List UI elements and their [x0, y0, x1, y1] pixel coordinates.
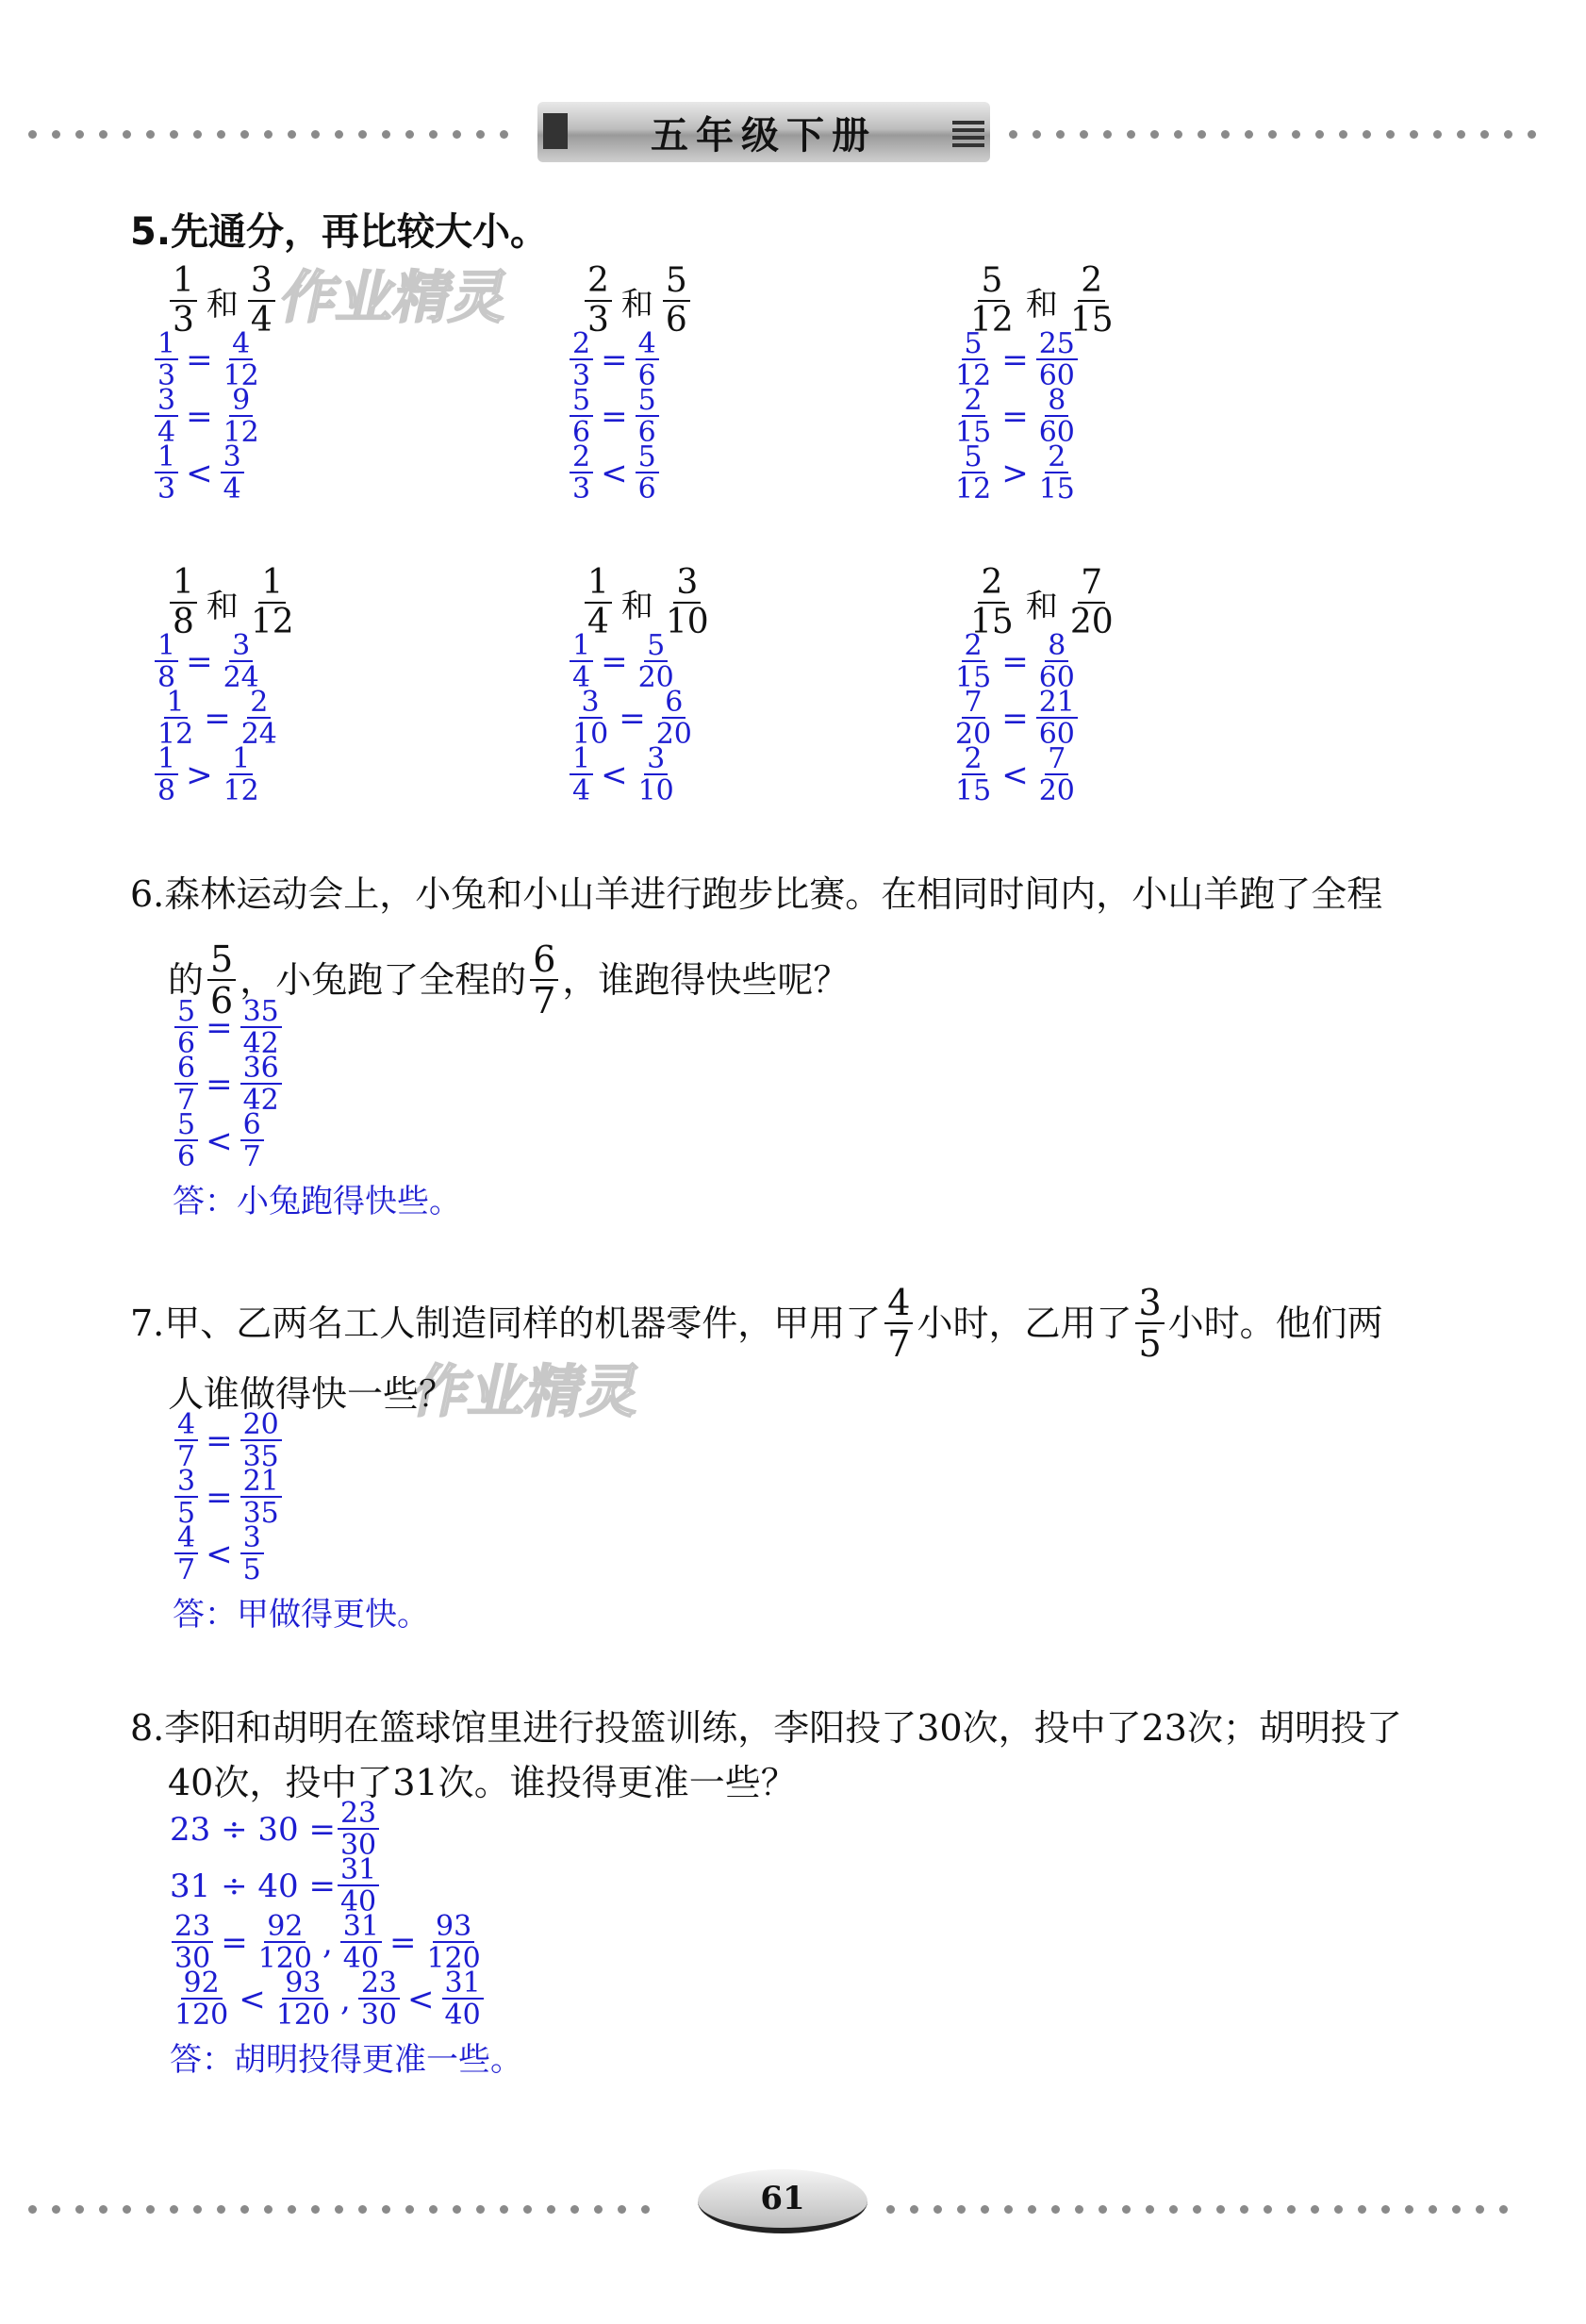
q5-pair: $\frac{1}{8}$ 和 $\frac{1}{12}$	[166, 566, 301, 639]
watermark: 作业精灵	[406, 1359, 648, 1425]
q5-answer: $\frac{5}{12}$ = $\frac{25}{60}$ $\frac{2}{15}$ = $\frac{8}{60}$ $\frac{5}{12}$ > $\frac{2}{15}$	[950, 332, 1080, 502]
q5-answer: $\frac{2}{15}$ = $\frac{8}{60}$ $\frac{7}{20}$ = $\frac{21}{60}$ $\frac{2}{15}$ < $\frac{7}{20}$	[950, 634, 1080, 804]
question-5-title: 5.先通分，再比较大小。	[130, 210, 549, 254]
q5-pair: $\frac{1}{3}$ 和 $\frac{3}{4}$	[166, 264, 279, 338]
q5-answer: $\frac{1}{8}$ = $\frac{3}{24}$ $\frac{1}{12}$ = $\frac{2}{24}$ $\frac{1}{8}$ > $\frac{1}{12}$	[153, 634, 282, 804]
question-6-line1: 6.森林运动会上，小兔和小山羊进行跑步比赛。在相同时间内，小山羊跑了全程	[130, 873, 1383, 915]
footer-dots-left	[28, 2200, 665, 2211]
q5-pair: $\frac{1}{4}$ 和 $\frac{3}{10}$	[581, 566, 716, 639]
q7-fraction-1: $\frac{4}{7}$	[884, 1285, 913, 1362]
q8-answer-text: 答：胡明投得更准一些。	[170, 2040, 522, 2079]
q7-text-b: 小时，乙用了	[917, 1303, 1132, 1344]
question-7-line2: 人谁做得快一些？	[168, 1373, 455, 1415]
question-8-answer: 23 ÷ 30 = $\frac{23}{30}$ 31 ÷ 40 = $\frac{31}{40}$ $\frac{23}{30}$ = $\frac{92}{120}$ , $\frac{31}{40}$ = $\frac{93}{120}$ $\frac{92}{120}$ < $\frac{93}{120}$ , $\frac{23}{30}$ < $\frac{31}{40}$ 答：胡明投得更准一些。	[170, 1797, 522, 2079]
q6-text-b: ，小兔跑了全程的	[240, 959, 527, 1001]
footer-dots-right	[886, 2200, 1523, 2211]
q7-text-a: 7.甲、乙两名工人制造同样的机器零件，甲用了	[130, 1303, 882, 1344]
question-8-line2: 40次，投中了31次。谁投得更准一些？	[168, 1762, 797, 1803]
book-icon	[543, 113, 568, 149]
q5-pair: $\frac{5}{12}$ 和 $\frac{2}{15}$	[970, 261, 1114, 340]
watermark: 作业精灵	[274, 265, 516, 331]
question-7-answer: $\frac{4}{7}$ = $\frac{20}{35}$ $\frac{3}{5}$ = $\frac{21}{35}$ $\frac{4}{7}$ < $\frac{3}{5}$ 答：甲做得更快。	[173, 1408, 429, 1634]
q6-text-c: ，谁跑得快些呢？	[562, 959, 850, 1001]
header-banner	[537, 102, 990, 162]
header-dots-left	[28, 124, 523, 136]
q6-fraction-2: $\frac{6}{7}$	[530, 941, 558, 1019]
q6-answer-text: 答：小兔跑得快些。	[173, 1182, 461, 1220]
q5-answer: $\frac{1}{3}$ = $\frac{4}{12}$ $\frac{3}{4}$ = $\frac{9}{12}$ $\frac{1}{3}$ < $\frac{3}{4}$	[153, 332, 264, 502]
q5-answer: $\frac{1}{4}$ = $\frac{5}{20}$ $\frac{3}{10}$ = $\frac{6}{20}$ $\frac{1}{4}$ < $\frac{3}{10}$	[568, 634, 697, 804]
question-6-answer: $\frac{5}{6}$ = $\frac{35}{42}$ $\frac{6}{7}$ = $\frac{36}{42}$ $\frac{5}{6}$ < $\frac{6}{7}$ 答：小兔跑得快些。	[173, 995, 461, 1220]
q5-pair: $\frac{2}{3}$ 和 $\frac{5}{6}$	[581, 264, 694, 338]
header-title: 五年级下册	[651, 113, 877, 158]
q6-text-a: 的	[168, 959, 205, 1001]
question-8-line1: 8.李阳和胡明在篮球馆里进行投篮训练，李阳投了30次，投中了23次；胡明投了	[130, 1707, 1402, 1749]
page-number: 61	[698, 2169, 867, 2233]
q6-fraction-1: $\frac{5}{6}$	[207, 941, 236, 1019]
stripes-icon	[952, 121, 984, 147]
q5-pair: $\frac{2}{15}$ 和 $\frac{7}{20}$	[970, 563, 1114, 641]
q7-fraction-2: $\frac{3}{5}$	[1135, 1285, 1164, 1362]
question-7-line1	[130, 1282, 1383, 1365]
q7-text-c: 小时。他们两	[1167, 1303, 1383, 1344]
header-dots-right	[1009, 124, 1551, 136]
q5-answer: $\frac{2}{3}$ = $\frac{4}{6}$ $\frac{5}{6}$ = $\frac{5}{6}$ $\frac{2}{3}$ < $\frac{5}{6}$	[568, 332, 661, 502]
q7-answer-text: 答：甲做得更快。	[173, 1595, 429, 1634]
